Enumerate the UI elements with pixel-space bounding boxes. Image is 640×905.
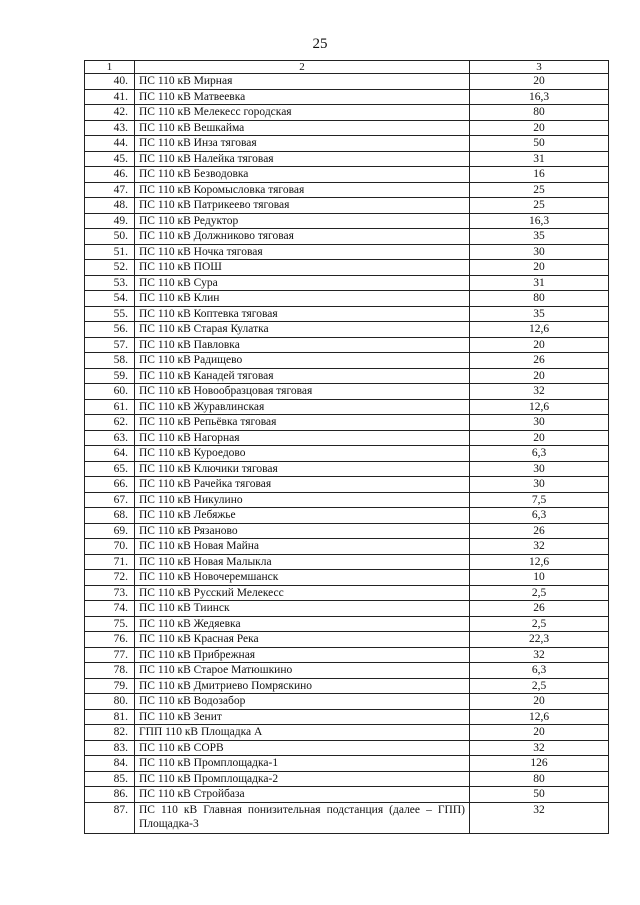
substation-name: ПС 110 кВ Рачейка тяговая <box>135 477 470 493</box>
capacity-value: 32 <box>470 647 609 663</box>
substation-name: ПС 110 кВ Русский Мелекесс <box>135 585 470 601</box>
capacity-value: 20 <box>470 725 609 741</box>
table-row <box>85 771 609 787</box>
capacity-value: 26 <box>470 601 609 617</box>
row-number: 40. <box>85 74 135 90</box>
capacity-value: 50 <box>470 136 609 152</box>
capacity-value: 16,3 <box>470 89 609 105</box>
substation-name: ПС 110 кВ Старая Кулатка <box>135 322 470 338</box>
substation-name: ПС 110 кВ Красная Река <box>135 632 470 648</box>
table-row <box>85 694 609 710</box>
capacity-value: 20 <box>470 120 609 136</box>
substation-name: ПС 110 кВ Канадей тяговая <box>135 368 470 384</box>
row-number: 47. <box>85 182 135 198</box>
substation-name: ПС 110 кВ Инза тяговая <box>135 136 470 152</box>
substation-name: ПС 110 кВ Прибрежная <box>135 647 470 663</box>
row-number: 83. <box>85 740 135 756</box>
capacity-value: 16,3 <box>470 213 609 229</box>
substation-name: ПС 110 кВ Промплощадка-2 <box>135 771 470 787</box>
capacity-value: 6,3 <box>470 446 609 462</box>
row-number: 84. <box>85 756 135 772</box>
table-row <box>85 461 609 477</box>
table-row <box>85 151 609 167</box>
substation-name: ПС 110 кВ Репьёвка тяговая <box>135 415 470 431</box>
substation-name: ПС 110 кВ Новочеремшанск <box>135 570 470 586</box>
capacity-value: 2,5 <box>470 678 609 694</box>
substation-name: ПС 110 кВ Сура <box>135 275 470 291</box>
row-number: 87. <box>85 802 135 833</box>
capacity-value: 32 <box>470 539 609 555</box>
substation-name: ПС 110 кВ Стройбаза <box>135 787 470 803</box>
row-number: 59. <box>85 368 135 384</box>
table-row <box>85 244 609 260</box>
capacity-value: 50 <box>470 787 609 803</box>
header-row <box>85 61 609 74</box>
table-row <box>85 74 609 90</box>
capacity-value: 30 <box>470 415 609 431</box>
substation-name: ПС 110 кВ Налейка тяговая <box>135 151 470 167</box>
row-number: 80. <box>85 694 135 710</box>
capacity-value: 20 <box>470 74 609 90</box>
table-row <box>85 198 609 214</box>
substation-name: ПС 110 кВ Тиинск <box>135 601 470 617</box>
capacity-value: 25 <box>470 198 609 214</box>
capacity-value: 16 <box>470 167 609 183</box>
row-number: 56. <box>85 322 135 338</box>
substation-name: ПС 110 кВ Должниково тяговая <box>135 229 470 245</box>
table-row <box>85 756 609 772</box>
capacity-value: 126 <box>470 756 609 772</box>
row-number: 77. <box>85 647 135 663</box>
table-row <box>85 368 609 384</box>
capacity-value: 80 <box>470 291 609 307</box>
table-row <box>85 492 609 508</box>
row-number: 85. <box>85 771 135 787</box>
table-row <box>85 678 609 694</box>
row-number: 52. <box>85 260 135 276</box>
capacity-value: 26 <box>470 353 609 369</box>
table-row <box>85 337 609 353</box>
table-row <box>85 446 609 462</box>
substation-name: ПС 110 кВ Рязаново <box>135 523 470 539</box>
row-number: 82. <box>85 725 135 741</box>
row-number: 57. <box>85 337 135 353</box>
capacity-value: 20 <box>470 260 609 276</box>
substation-name: ПС 110 кВ Мелекесс городская <box>135 105 470 121</box>
substation-name: ПС 110 кВ СОРВ <box>135 740 470 756</box>
table-row <box>85 182 609 198</box>
table-row <box>85 508 609 524</box>
row-number: 46. <box>85 167 135 183</box>
capacity-value: 6,3 <box>470 663 609 679</box>
row-number: 79. <box>85 678 135 694</box>
table-row <box>85 523 609 539</box>
substation-name: ПС 110 кВ Главная понизительная подстанция (далее – ГПП) Площадка-3 <box>135 802 470 833</box>
column-header-value: 3 <box>470 61 609 74</box>
row-number: 66. <box>85 477 135 493</box>
substation-name: ПС 110 кВ Зенит <box>135 709 470 725</box>
table-row <box>85 120 609 136</box>
row-number: 51. <box>85 244 135 260</box>
table-row <box>85 740 609 756</box>
row-number: 81. <box>85 709 135 725</box>
capacity-value: 30 <box>470 477 609 493</box>
table-row <box>85 616 609 632</box>
row-number: 61. <box>85 399 135 415</box>
table-row <box>85 260 609 276</box>
substation-name: ПС 110 кВ Ключики тяговая <box>135 461 470 477</box>
row-number: 41. <box>85 89 135 105</box>
capacity-value: 2,5 <box>470 585 609 601</box>
row-number: 62. <box>85 415 135 431</box>
table-row <box>85 802 609 833</box>
row-number: 55. <box>85 306 135 322</box>
capacity-value: 30 <box>470 244 609 260</box>
substation-name: ПС 110 кВ Журавлинская <box>135 399 470 415</box>
substation-name: ПС 110 кВ Новая Малыкла <box>135 554 470 570</box>
capacity-value: 6,3 <box>470 508 609 524</box>
row-number: 74. <box>85 601 135 617</box>
row-number: 50. <box>85 229 135 245</box>
capacity-value: 26 <box>470 523 609 539</box>
substation-name: ПС 110 кВ Матвеевка <box>135 89 470 105</box>
row-number: 49. <box>85 213 135 229</box>
table-row <box>85 306 609 322</box>
capacity-value: 31 <box>470 151 609 167</box>
row-number: 86. <box>85 787 135 803</box>
substation-name: ПС 110 кВ Ночка тяговая <box>135 244 470 260</box>
capacity-value: 20 <box>470 368 609 384</box>
row-number: 76. <box>85 632 135 648</box>
substation-name: ПС 110 кВ Жедяевка <box>135 616 470 632</box>
substation-name: ПС 110 кВ Мирная <box>135 74 470 90</box>
row-number: 53. <box>85 275 135 291</box>
table-row <box>85 601 609 617</box>
table-row <box>85 430 609 446</box>
table-row <box>85 275 609 291</box>
substation-name: ПС 110 кВ Промплощадка-1 <box>135 756 470 772</box>
row-number: 63. <box>85 430 135 446</box>
table-row <box>85 229 609 245</box>
row-number: 48. <box>85 198 135 214</box>
substation-name: ПС 110 кВ Патрикеево тяговая <box>135 198 470 214</box>
table-body <box>85 74 609 834</box>
capacity-value: 7,5 <box>470 492 609 508</box>
row-number: 78. <box>85 663 135 679</box>
table-row <box>85 136 609 152</box>
table-row <box>85 709 609 725</box>
table-row <box>85 353 609 369</box>
capacity-value: 80 <box>470 105 609 121</box>
row-number: 75. <box>85 616 135 632</box>
substation-name: ПС 110 кВ ПОШ <box>135 260 470 276</box>
capacity-value: 35 <box>470 229 609 245</box>
capacity-value: 12,6 <box>470 399 609 415</box>
capacity-value: 22,3 <box>470 632 609 648</box>
table-row <box>85 663 609 679</box>
table-row <box>85 570 609 586</box>
row-number: 67. <box>85 492 135 508</box>
substation-name: ПС 110 кВ Дмитриево Помряскино <box>135 678 470 694</box>
row-number: 64. <box>85 446 135 462</box>
row-number: 70. <box>85 539 135 555</box>
capacity-value: 32 <box>470 740 609 756</box>
table-row <box>85 213 609 229</box>
substation-name: ПС 110 кВ Лебяжье <box>135 508 470 524</box>
substation-name: ГПП 110 кВ Площадка А <box>135 725 470 741</box>
row-number: 58. <box>85 353 135 369</box>
capacity-value: 32 <box>470 802 609 833</box>
table-row <box>85 477 609 493</box>
row-number: 45. <box>85 151 135 167</box>
table-row <box>85 554 609 570</box>
row-number: 73. <box>85 585 135 601</box>
column-header-name: 2 <box>135 61 470 74</box>
table-row <box>85 725 609 741</box>
capacity-value: 30 <box>470 461 609 477</box>
table-row <box>85 89 609 105</box>
row-number: 69. <box>85 523 135 539</box>
substation-name: ПС 110 кВ Павловка <box>135 337 470 353</box>
row-number: 54. <box>85 291 135 307</box>
capacity-value: 20 <box>470 337 609 353</box>
substation-name: ПС 110 кВ Новая Майна <box>135 539 470 555</box>
capacity-value: 12,6 <box>470 709 609 725</box>
substation-name: ПС 110 кВ Коромысловка тяговая <box>135 182 470 198</box>
substation-name: ПС 110 кВ Вешкайма <box>135 120 470 136</box>
row-number: 65. <box>85 461 135 477</box>
capacity-value: 12,6 <box>470 554 609 570</box>
substation-name: ПС 110 кВ Куроедово <box>135 446 470 462</box>
substation-name: ПС 110 кВ Водозабор <box>135 694 470 710</box>
row-number: 43. <box>85 120 135 136</box>
capacity-value: 25 <box>470 182 609 198</box>
page-number: 25 <box>312 36 328 52</box>
table-row <box>85 415 609 431</box>
substation-name: ПС 110 кВ Старое Матюшкино <box>135 663 470 679</box>
row-number: 68. <box>85 508 135 524</box>
substation-name: ПС 110 кВ Нагорная <box>135 430 470 446</box>
capacity-value: 10 <box>470 570 609 586</box>
capacity-value: 12,6 <box>470 322 609 338</box>
substation-name: ПС 110 кВ Новообразцовая тяговая <box>135 384 470 400</box>
table-row <box>85 167 609 183</box>
column-header-number: 1 <box>85 61 135 74</box>
substation-name: ПС 110 кВ Безводовка <box>135 167 470 183</box>
table-header <box>85 61 609 74</box>
table-row <box>85 632 609 648</box>
table-row <box>85 291 609 307</box>
table-row <box>85 539 609 555</box>
substation-name: ПС 110 кВ Коптевка тяговая <box>135 306 470 322</box>
table-row <box>85 105 609 121</box>
table-row <box>85 787 609 803</box>
substation-name: ПС 110 кВ Никулино <box>135 492 470 508</box>
row-number: 71. <box>85 554 135 570</box>
capacity-value: 80 <box>470 771 609 787</box>
table-row <box>85 384 609 400</box>
row-number: 44. <box>85 136 135 152</box>
capacity-value: 32 <box>470 384 609 400</box>
row-number: 60. <box>85 384 135 400</box>
table-row <box>85 399 609 415</box>
substation-name: ПС 110 кВ Радищево <box>135 353 470 369</box>
substation-name: ПС 110 кВ Редуктор <box>135 213 470 229</box>
capacity-value: 20 <box>470 694 609 710</box>
row-number: 72. <box>85 570 135 586</box>
row-number: 42. <box>85 105 135 121</box>
capacity-value: 31 <box>470 275 609 291</box>
capacity-value: 2,5 <box>470 616 609 632</box>
table-row <box>85 585 609 601</box>
substation-name: ПС 110 кВ Клин <box>135 291 470 307</box>
capacity-value: 35 <box>470 306 609 322</box>
table-row <box>85 322 609 338</box>
capacity-value: 20 <box>470 430 609 446</box>
substation-table <box>84 60 609 834</box>
table-row <box>85 647 609 663</box>
